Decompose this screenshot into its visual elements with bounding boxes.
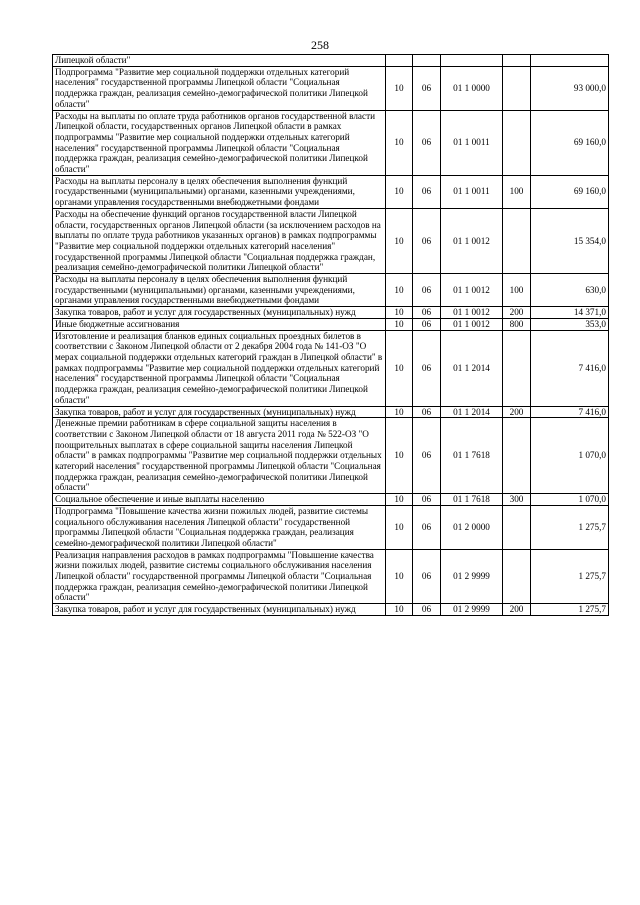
cell-expense-type — [503, 505, 531, 549]
cell-section: 10 — [386, 604, 413, 616]
cell-amount: 1 070,0 — [531, 418, 609, 494]
cell-name: Липецкой области" — [53, 55, 386, 67]
cell-amount: 15 354,0 — [531, 208, 609, 273]
cell-amount: 630,0 — [531, 274, 609, 307]
cell-subsection: 06 — [413, 110, 441, 175]
cell-section: 10 — [386, 110, 413, 175]
cell-name: Подпрограмма "Повышение качества жизни пожилых людей, развитие системы социального обслуживания населения Липецкой области" государственной программы Липецкой области "Социальная поддержка граждан, реализация семейно-демографической политики Липецкой области" — [53, 505, 386, 549]
cell-name: Закупка товаров, работ и услуг для государственных (муниципальных) нужд — [53, 406, 386, 418]
table-row — [53, 274, 609, 307]
cell-amount: 1 070,0 — [531, 494, 609, 506]
cell-name: Расходы на выплаты по оплате труда работников органов государственной власти Липецкой области, государственных органов Липецкой области в рамках подпрограммы "Развитие мер социальной поддержки отдельных категорий населения" государственной программы Липецкой области "Социальная поддержка граждан, реализация семейно-демографической политики Липецкой области" — [53, 110, 386, 175]
cell-expense-type: 300 — [503, 494, 531, 506]
cell-expense-type: 200 — [503, 604, 531, 616]
cell-subsection: 06 — [413, 406, 441, 418]
cell-subsection: 06 — [413, 307, 441, 319]
cell-target-code: 01 1 0012 — [441, 307, 503, 319]
cell-target-code: 01 2 0000 — [441, 505, 503, 549]
cell-section: 10 — [386, 418, 413, 494]
cell-name: Денежные премии работникам в сфере социальной защиты населения в соответствии с Законом Липецкой области от 18 августа 2011 года № 522-ОЗ "О поощрительных выплатах в сфере социальной защиты населения Липецкой области" в рамках подпрограммы "Развитие мер социальной поддержки отдельных категорий населения" государственной программы Липецкой области "Социальная поддержка граждан, реализация семейно-демографической политики Липецкой области" — [53, 418, 386, 494]
cell-section: 10 — [386, 307, 413, 319]
cell-expense-type — [503, 549, 531, 604]
table-row — [53, 175, 609, 208]
cell-target-code: 01 1 7618 — [441, 418, 503, 494]
cell-subsection: 06 — [413, 318, 441, 330]
cell-subsection: 06 — [413, 549, 441, 604]
cell-section: 10 — [386, 66, 413, 110]
cell-expense-type — [503, 330, 531, 406]
cell-section: 10 — [386, 505, 413, 549]
cell-subsection: 06 — [413, 604, 441, 616]
cell-amount: 69 160,0 — [531, 175, 609, 208]
cell-subsection: 06 — [413, 274, 441, 307]
cell-expense-type — [503, 55, 531, 67]
cell-section: 10 — [386, 494, 413, 506]
cell-target-code: 01 1 7618 — [441, 494, 503, 506]
cell-target-code: 01 1 0012 — [441, 274, 503, 307]
table-row — [53, 549, 609, 604]
cell-subsection: 06 — [413, 418, 441, 494]
cell-target-code: 01 1 0012 — [441, 318, 503, 330]
cell-expense-type — [503, 66, 531, 110]
cell-subsection: 06 — [413, 505, 441, 549]
cell-amount: 1 275,7 — [531, 604, 609, 616]
cell-target-code: 01 2 9999 — [441, 604, 503, 616]
table-row — [53, 318, 609, 330]
cell-subsection: 06 — [413, 175, 441, 208]
cell-amount: 69 160,0 — [531, 110, 609, 175]
budget-table — [52, 54, 609, 616]
table-row — [53, 494, 609, 506]
table-row — [53, 55, 609, 67]
cell-amount: 7 416,0 — [531, 330, 609, 406]
cell-subsection: 06 — [413, 66, 441, 110]
cell-section: 10 — [386, 274, 413, 307]
table-row — [53, 604, 609, 616]
cell-amount: 93 000,0 — [531, 66, 609, 110]
cell-section: 10 — [386, 175, 413, 208]
cell-subsection — [413, 55, 441, 67]
cell-section: 10 — [386, 208, 413, 273]
cell-name: Закупка товаров, работ и услуг для государственных (муниципальных) нужд — [53, 307, 386, 319]
cell-target-code: 01 1 0000 — [441, 66, 503, 110]
cell-expense-type: 200 — [503, 307, 531, 319]
page-number: 258 — [311, 38, 329, 52]
table-row — [53, 406, 609, 418]
cell-expense-type: 100 — [503, 175, 531, 208]
cell-name: Реализация направления расходов в рамках подпрограммы "Повышение качества жизни пожилых людей, развитие системы социального обслуживания населения Липецкой области" государственной программы Липецкой области "Социальная поддержка граждан, реализация семейно-демографической политики Липецкой области" — [53, 549, 386, 604]
cell-name: Изготовление и реализация бланков единых социальных проездных билетов в соответствии с Законом Липецкой области от 2 декабря 2004 года № 141-ОЗ "О мерах социальной поддержки отдельных категорий граждан в Липецкой области" в рамках подпрограммы "Развитие мер социальной поддержки отдельных категорий населения" государственной программы Липецкой области "Социальная поддержка граждан, реализация семейно-демографической политики Липецкой области" — [53, 330, 386, 406]
cell-subsection: 06 — [413, 208, 441, 273]
table-row — [53, 66, 609, 110]
cell-amount: 353,0 — [531, 318, 609, 330]
cell-name: Иные бюджетные ассигнования — [53, 318, 386, 330]
table-row — [53, 208, 609, 273]
cell-name: Расходы на обеспечение функций органов государственной власти Липецкой области, государственных органов Липецкой области (за исключением расходов на выплаты по оплате труда работников указанных органов) в рамках подпрограммы "Развитие мер социальной поддержки отдельных категорий населения" государственной программы Липецкой области "Социальная поддержка граждан, реализация семейно-демографической политики Липецкой области" — [53, 208, 386, 273]
cell-expense-type: 100 — [503, 274, 531, 307]
cell-target-code: 01 1 0011 — [441, 175, 503, 208]
cell-name: Подпрограмма "Развитие мер социальной поддержки отдельных категорий населения" государственной программы Липецкой области "Социальная поддержка граждан, реализация семейно-демографической политики Липецкой области" — [53, 66, 386, 110]
cell-amount — [531, 55, 609, 67]
cell-target-code — [441, 55, 503, 67]
cell-target-code: 01 1 2014 — [441, 330, 503, 406]
table-row — [53, 330, 609, 406]
cell-target-code: 01 2 9999 — [441, 549, 503, 604]
cell-amount: 14 371,0 — [531, 307, 609, 319]
cell-section: 10 — [386, 549, 413, 604]
cell-amount: 1 275,7 — [531, 549, 609, 604]
table-row — [53, 418, 609, 494]
cell-subsection: 06 — [413, 330, 441, 406]
cell-name: Социальное обеспечение и иные выплаты населению — [53, 494, 386, 506]
cell-subsection: 06 — [413, 494, 441, 506]
cell-section: 10 — [386, 406, 413, 418]
table-row — [53, 110, 609, 175]
table-row — [53, 307, 609, 319]
cell-name: Расходы на выплаты персоналу в целях обеспечения выполнения функций государственными (муниципальными) органами, казенными учреждениями, органами управления государственными внебюджетными фондами — [53, 274, 386, 307]
cell-expense-type: 200 — [503, 406, 531, 418]
cell-section — [386, 55, 413, 67]
cell-target-code: 01 1 0012 — [441, 208, 503, 273]
cell-expense-type — [503, 418, 531, 494]
cell-expense-type — [503, 208, 531, 273]
table-row — [53, 505, 609, 549]
cell-name: Закупка товаров, работ и услуг для государственных (муниципальных) нужд — [53, 604, 386, 616]
cell-target-code: 01 1 2014 — [441, 406, 503, 418]
cell-amount: 1 275,7 — [531, 505, 609, 549]
cell-section: 10 — [386, 330, 413, 406]
cell-amount: 7 416,0 — [531, 406, 609, 418]
cell-section: 10 — [386, 318, 413, 330]
cell-expense-type: 800 — [503, 318, 531, 330]
cell-expense-type — [503, 110, 531, 175]
cell-name: Расходы на выплаты персоналу в целях обеспечения выполнения функций государственными (муниципальными) органами, казенными учреждениями, органами управления государственными внебюджетными фондами — [53, 175, 386, 208]
cell-target-code: 01 1 0011 — [441, 110, 503, 175]
